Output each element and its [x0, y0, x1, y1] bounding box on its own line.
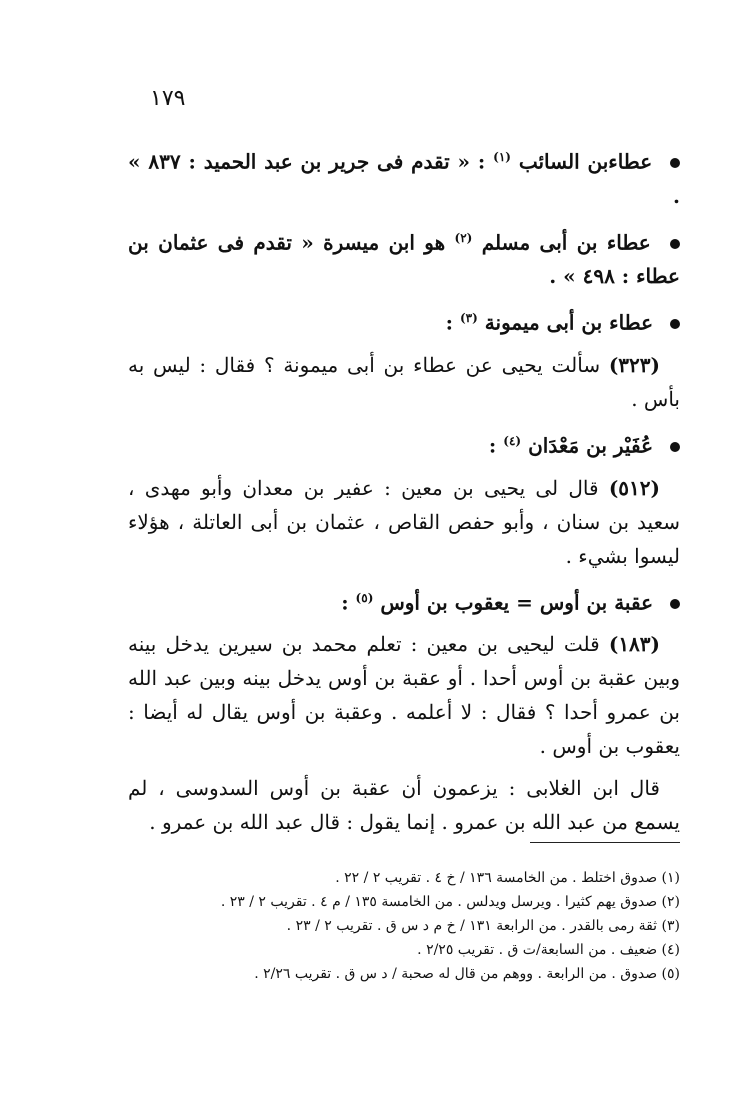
entry-name: عطاءبن السائب	[518, 149, 653, 174]
footnote-3: (٣) ثقة رمى بالقدر . من الرابعة ١٣١ / خ م د س ق . تقريب ٢ / ٢٣ .	[286, 918, 680, 934]
bullet-icon	[670, 442, 680, 452]
entry-heading-5	[128, 581, 680, 620]
footnote-divider	[530, 842, 680, 843]
entry-text: :	[488, 433, 497, 458]
footnote-ref: (٥)	[355, 590, 374, 605]
bullet-icon	[670, 599, 680, 609]
entry-text: : « تقدم فى جرير بن عبد الحميد : ٨٣٧ » .	[128, 149, 680, 208]
footnote-ref: (١)	[493, 150, 511, 164]
footnote-1: (١) صدوق اختلط . من الخامسة ١٣٦ / خ ٤ . تقريب ٢ / ٢٢ .	[335, 870, 680, 886]
footnote-2: (٢) صدوق يهم كثيرا . ويرسل ويدلس . من الخامسة ١٣٥ / م ٤ . تقريب ٢ / ٢٣ .	[220, 894, 680, 910]
paragraph-text: قلت ليحيى بن معين : تعلم محمد بن سيرين يدخل بينه وبين عقبة بن أوس أحدا . أو عقبة بن أوس يدخل بينه وبين عبد الله بن عمرو أحدا ؟ فقال : لا أعلمه . وعقبة بن أوس يقال له أيضا : يعقوب بن أوس .	[128, 632, 680, 759]
paragraph-512	[128, 471, 680, 573]
paragraph-text: قال لى يحيى بن معين : عفير بن معدان وأبو مهدى ، سعيد بن سنان ، وأبو حفص القاص ، عثمان بن أبى العاتلة ، هؤلاء ليسوا بشيء .	[128, 475, 680, 568]
bullet-icon	[670, 319, 680, 329]
footnote-5: (٥) صدوق . من الرابعة . ووهم من قال له صحبة / د س ق . تقريب ٢/٢٦ .	[254, 966, 680, 982]
paragraph-number: (٥١٢)	[608, 475, 660, 500]
footnote-4: (٤) ضعيف . من السابعة/ت ق . تقريب ٢/٢٥ .	[417, 942, 680, 958]
entry-heading-3	[128, 301, 680, 340]
paragraph-number: (٣٢٣)	[608, 352, 660, 377]
entry-name: عقبة بن أوس = يعقوب بن أوس	[380, 590, 654, 615]
paragraph-text: قال ابن الغلابى : يزعمون أن عقبة بن أوس السدوسى ، لم يسمع من عبد الله بن عمرو . إنما يقول : قال عبد الله بن عمرو .	[128, 776, 680, 835]
bullet-icon	[670, 158, 680, 168]
paragraph-number: (١٨٣)	[608, 632, 661, 657]
paragraph-323	[128, 348, 680, 416]
footnote-ref: (٤)	[503, 433, 522, 448]
footnote-ref: (٢)	[454, 230, 473, 245]
entry-text: هو ابن ميسرة « تقدم فى عثمان بن عطاء : ٤٩٨ » .	[128, 230, 680, 289]
bullet-icon	[670, 239, 680, 249]
footnote-ref: (٣)	[459, 311, 478, 326]
entry-name: عُفَيْر بن مَعْدَان	[528, 433, 654, 458]
paragraph-ibn-ghalabi	[128, 771, 680, 839]
page-number: ١٧٩	[150, 86, 186, 111]
entry-name: عطاء بن أبى ميمونة	[484, 310, 654, 335]
entry-heading-2	[128, 221, 680, 294]
entry-text: :	[341, 590, 349, 615]
entry-heading-4	[128, 424, 680, 463]
main-text	[128, 140, 680, 847]
paragraph-183	[128, 627, 680, 763]
entry-heading-1	[128, 140, 680, 213]
paragraph-text: سألت يحيى عن عطاء بن أبى ميمونة ؟ فقال : ليس به بأس .	[128, 352, 680, 411]
footnotes	[150, 866, 680, 986]
entry-name: عطاء بن أبى مسلم	[481, 230, 651, 255]
entry-text: :	[445, 310, 454, 335]
